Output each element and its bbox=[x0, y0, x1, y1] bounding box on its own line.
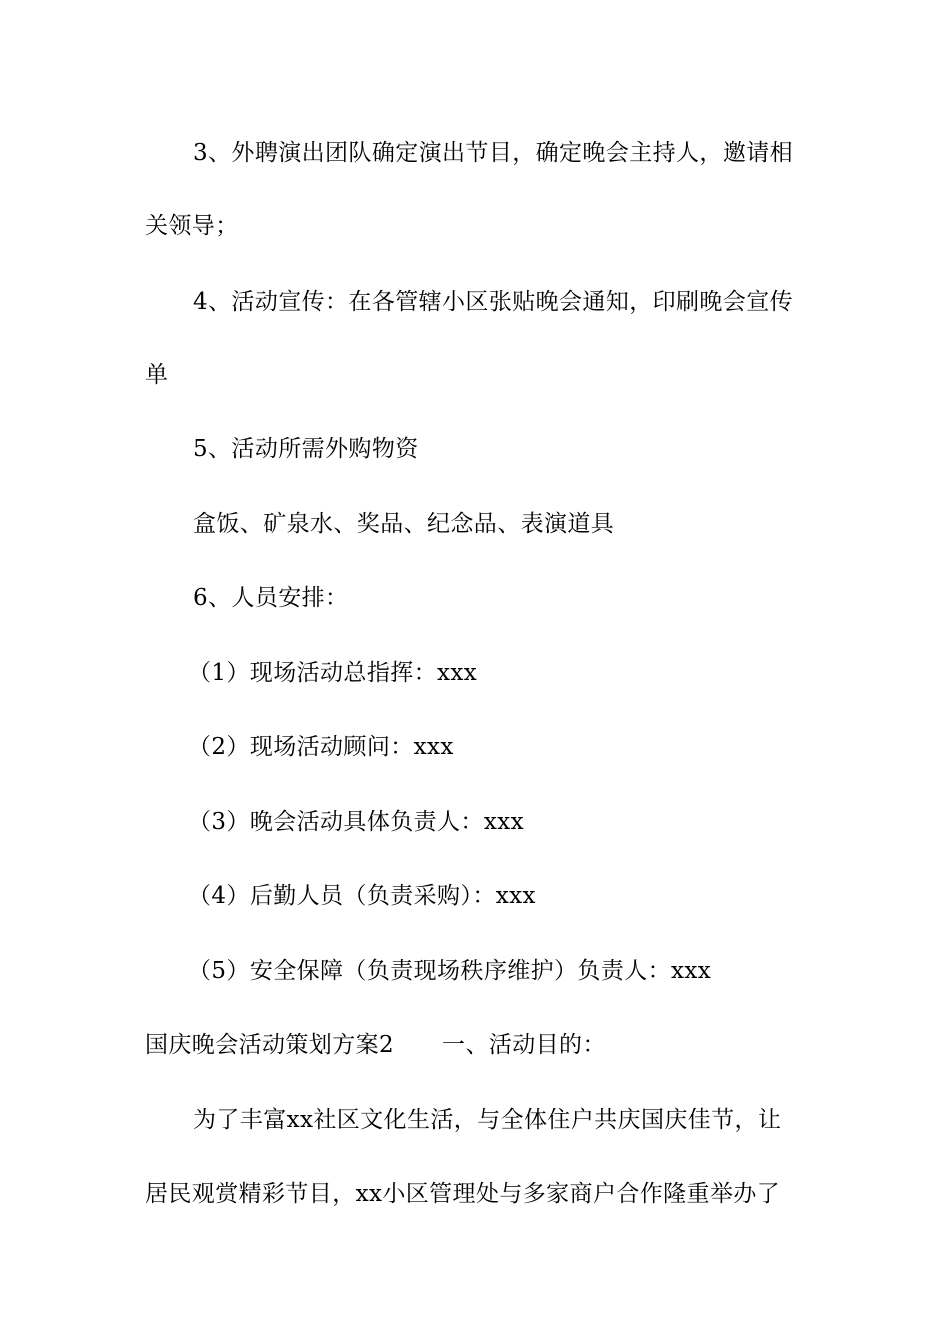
section-header bbox=[145, 1034, 810, 1057]
list-item: （4）后勤人员（负责采购）：xxx bbox=[188, 883, 536, 909]
section-title: 国庆晚会活动策划方案2 bbox=[145, 1032, 395, 1058]
paragraph-line: 为了丰富xx社区文化生活，与全体住户共庆国庆佳节，让 bbox=[193, 1107, 782, 1133]
list-item: （3）晚会活动具体负责人：xxx bbox=[188, 809, 524, 835]
list-item: （5）安全保障（负责现场秩序维护）负责人：xxx bbox=[188, 958, 712, 984]
section-heading: 一、活动目的： bbox=[442, 1032, 606, 1058]
paragraph-line: 4、活动宣传：在各管辖小区张贴晚会通知，印刷晚会宣传 bbox=[193, 289, 794, 315]
paragraph-line: 关领导； bbox=[145, 213, 239, 239]
paragraph-line: 5、活动所需外购物资 bbox=[193, 436, 419, 462]
paragraph-line: 居民观赏精彩节目，xx小区管理处与多家商户合作隆重举办了 bbox=[145, 1181, 781, 1207]
paragraph-line: 单 bbox=[145, 362, 169, 388]
list-item: （1）现场活动总指挥：xxx bbox=[188, 660, 478, 686]
list-item: （2）现场活动顾问：xxx bbox=[188, 734, 454, 760]
paragraph-line: 6、人员安排： bbox=[193, 585, 349, 611]
paragraph-line: 盒饭、矿泉水、奖品、纪念品、表演道具 bbox=[193, 511, 615, 537]
paragraph-line: 3、外聘演出团队确定演出节目，确定晚会主持人，邀请相 bbox=[193, 140, 794, 166]
